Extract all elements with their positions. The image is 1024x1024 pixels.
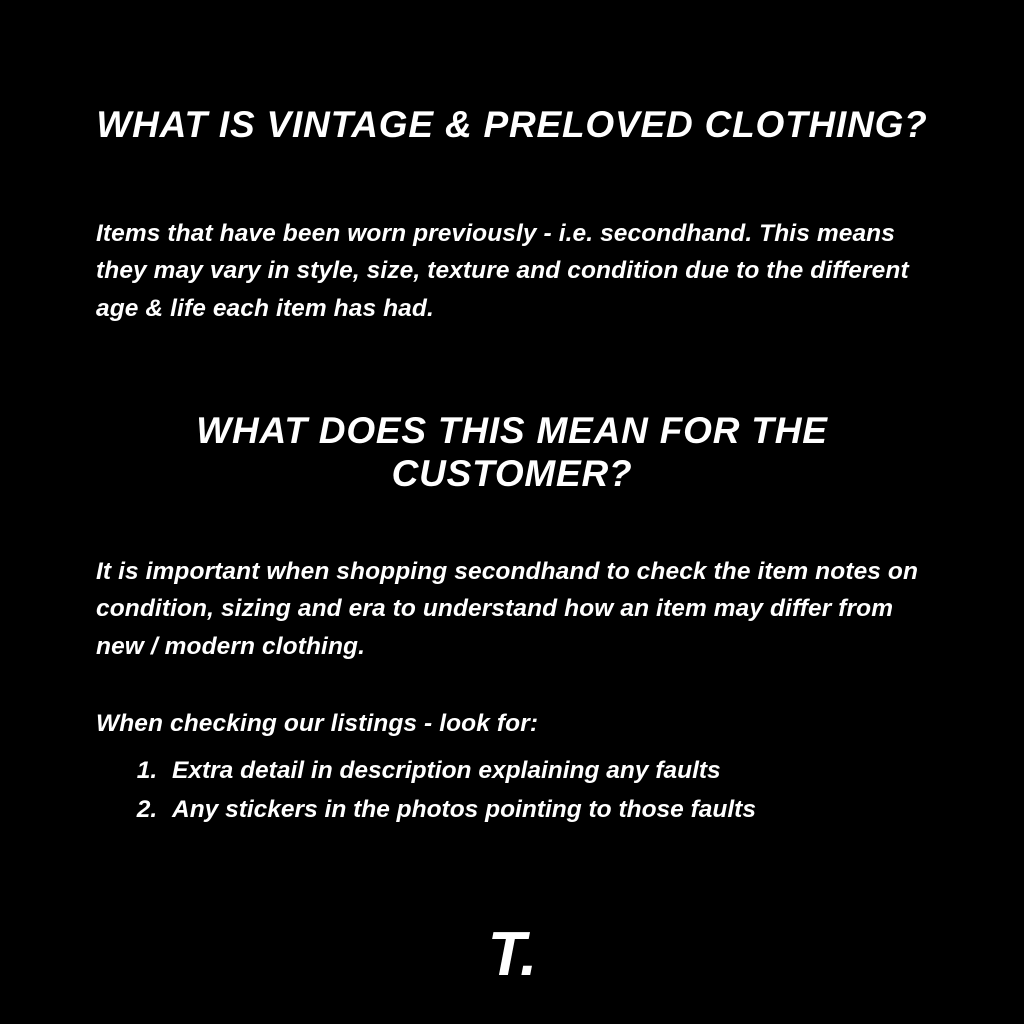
brand-logo: T. [487,920,537,989]
definition-paragraph: Items that have been worn previously - i.e. secondhand. This means they may vary in style, size, texture and condition due to the different age & life each item has had. [96,219,909,323]
section-heading-customer: WHAT DOES THIS MEAN FOR THE CUSTOMER? [196,409,828,495]
page-title: WHAT IS VINTAGE & PRELOVED CLOTHING? [96,103,928,145]
checklist [122,752,984,829]
guidance-paragraph: It is important when shopping secondhand to check the item notes on condition, sizing and era to understand how an item may differ from new / modern clothing. [96,557,919,661]
list-item: 2. Any stickers in the photos pointing to those faults [164,791,984,830]
list-item: 1. Extra detail in description explaining any faults [164,752,984,791]
checklist-intro: When checking our listings - look for: [96,709,539,737]
